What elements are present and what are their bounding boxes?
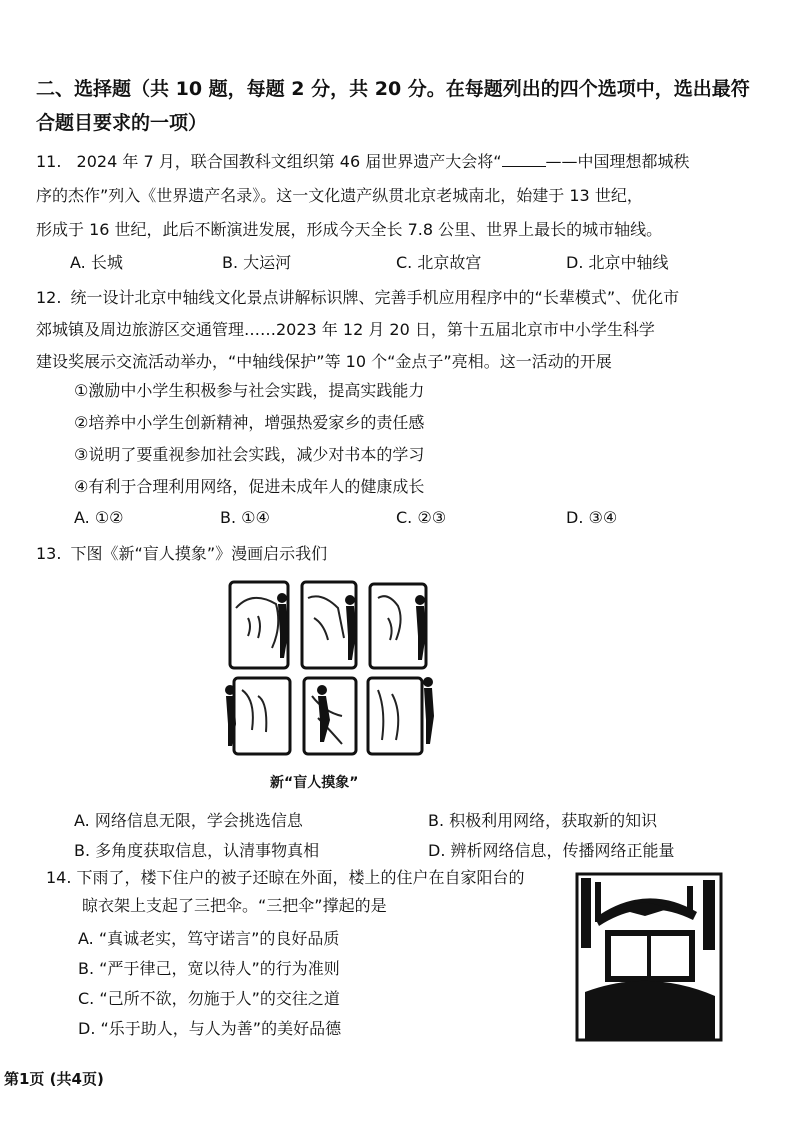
question-14-line-2: 晾衣架上支起了三把伞。“三把伞”撑起的是 (82, 896, 387, 915)
question-text: 2024 年 7 月，联合国教科文组织第 46 届世界遗产大会将“ (76, 152, 502, 171)
option-d[interactable]: D. 辨析网络信息，传播网络正能量 (428, 841, 675, 860)
question-text: 统一设计北京中轴线文化景点讲解标识牌、完善手机应用程序中的“长辈模式”、优化市 (70, 288, 680, 307)
blind-men-elephant-cartoon (222, 578, 438, 758)
option-d[interactable]: D. ③④ (566, 508, 618, 527)
option-b[interactable]: B. 积极利用网络，获取新的知识 (428, 811, 658, 830)
question-11-line-1 (36, 146, 766, 178)
question-14 (46, 862, 566, 922)
statement-2: ②培养中小学生创新精神，增强热爱家乡的责任感 (74, 413, 425, 432)
question-12-line-1 (36, 282, 766, 314)
question-12-line-2: 郊城镇及周边旅游区交通管理……2023 年 12 月 20 日，第十五届北京市中小学生科学 (36, 320, 655, 339)
question-text: ——中国理想都城秩 (545, 152, 690, 171)
question-text: 下图《新“盲人摸象”》漫画启示我们 (70, 544, 328, 563)
option-c[interactable]: B. 多角度获取信息，认清事物真相 (74, 841, 320, 860)
option-d[interactable]: D. “乐于助人，与人为善”的美好品德 (78, 1019, 342, 1038)
page-footer: 第1页 (共4页) (4, 1070, 104, 1088)
cartoon-caption: 新“盲人摸象” (270, 775, 359, 791)
option-b[interactable]: B. ①④ (220, 508, 270, 527)
option-b[interactable]: B. 大运河 (222, 253, 292, 272)
question-12-line-3: 建设奖展示交流活动举办，“中轴线保护”等 10 个“金点子”亮相。这一活动的开展 (36, 352, 612, 371)
option-a[interactable]: A. ①② (74, 508, 124, 527)
option-a[interactable]: A. 长城 (70, 253, 123, 272)
option-c[interactable]: C. 北京故宫 (396, 253, 482, 272)
statement-3: ③说明了要重视参加社会实践，减少对书本的学习 (74, 445, 425, 464)
option-d[interactable]: D. 北京中轴线 (566, 253, 669, 272)
option-a[interactable]: A. 网络信息无限，学会挑选信息 (74, 811, 303, 830)
question-number: 13. (36, 544, 62, 563)
question-number: 12. (36, 288, 62, 307)
question-11 (36, 146, 766, 246)
option-c[interactable]: C. “己所不欲，勿施于人”的交往之道 (78, 989, 340, 1008)
question-number: 11. (36, 152, 62, 171)
question-number: 14. (46, 868, 72, 887)
question-13 (36, 538, 327, 570)
option-c[interactable]: C. ②③ (396, 508, 447, 527)
question-11-line-3: 形成于 16 世纪，此后不断演进发展，形成今天全长 7.8 公里、世界上最长的城市轴线。 (36, 220, 663, 239)
question-11-line-2: 序的杰作”列入《世界遗产名录》。这一文化遗产纵贯北京老城南北，始建于 13 世纪， (36, 186, 643, 205)
option-b[interactable]: B. “严于律己，宽以待人”的行为准则 (78, 959, 340, 978)
option-a[interactable]: A. “真诚老实，笃守诺言”的良好品质 (78, 929, 340, 948)
question-text: 下雨了，楼下住户的被子还晾在外面，楼上的住户在自家阳台的 (76, 868, 525, 887)
balcony-umbrellas-illustration (575, 872, 723, 1042)
statement-4: ④有利于合理利用网络，促进未成年人的健康成长 (74, 477, 425, 496)
answer-blank (502, 152, 546, 167)
statement-1: ①激励中小学生积极参与社会实践，提高实践能力 (74, 381, 425, 400)
question-12 (36, 282, 766, 378)
section-heading: 二、选择题（共 10 题，每题 2 分，共 20 分。在每题列出的四个选项中，选出最符合题目要求的一项） (36, 78, 750, 134)
